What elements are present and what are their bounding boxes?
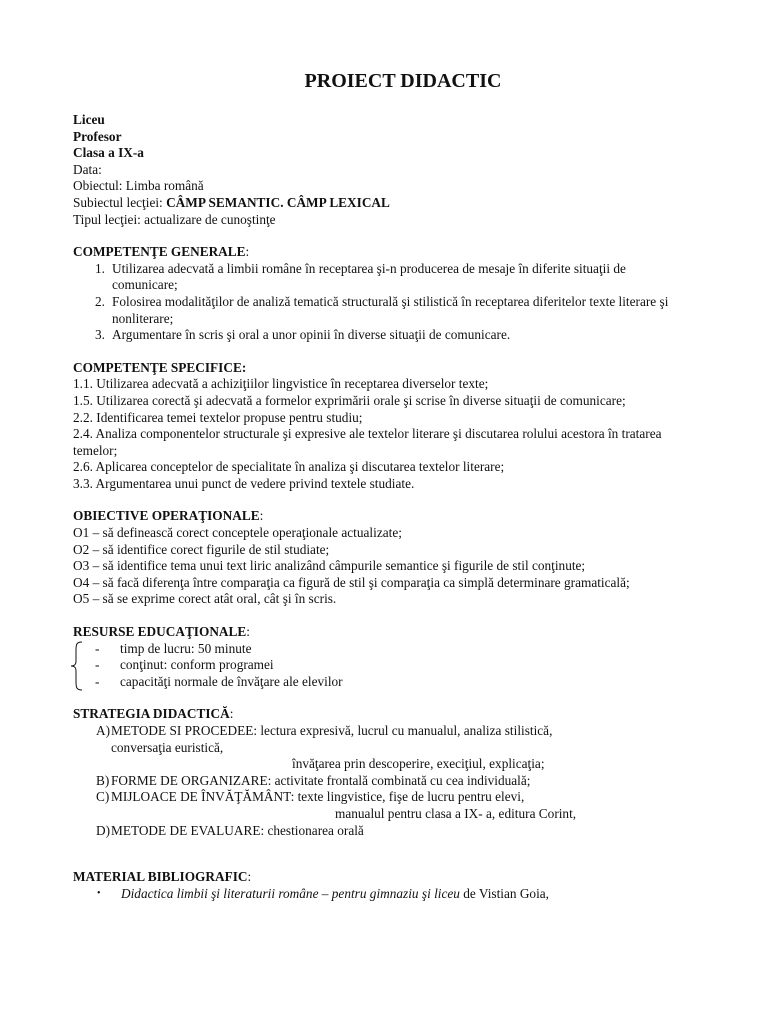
lesson-topic-value: CÂMP SEMANTIC. CÂMP LEXICAL	[166, 194, 390, 210]
strategy-list	[73, 723, 723, 839]
list-item: B) FORME DE ORGANIZARE: activitate frontală combinată cu cea individuală;	[96, 772, 531, 788]
list-item: D) METODE DE EVALUARE: chestionarea orală	[96, 822, 364, 838]
list-item: 2.2. Identificarea temei textelor propuse pentru studiu;	[73, 409, 363, 425]
lesson-header	[73, 112, 723, 228]
specific-competences-heading: COMPETENŢE SPECIFICE:	[73, 359, 247, 375]
resources-list	[73, 641, 723, 691]
document-title: PROIECT DIDACTIC	[304, 70, 502, 92]
list-item: 2. Folosirea modalităţilor de analiză tematică structurală şi stilistică în receptarea diferitelor texte literare şi nonliterare;	[95, 293, 669, 326]
general-competences-section	[73, 244, 723, 344]
list-item: 3. Argumentare în scris şi oral a unor opinii în diverse situaţii de comunicare.	[95, 327, 511, 343]
list-item: - timp de lucru: 50 minute	[95, 640, 252, 656]
document-content	[73, 68, 723, 902]
bibliography-heading: MATERIAL BIBLIOGRAFIC:	[73, 869, 252, 885]
list-item: 1. Utilizarea adecvată a limbii române în receptarea şi-n producerea de mesaje în diferite situaţii de comunicare;	[95, 260, 626, 293]
bullet-icon: •	[97, 887, 101, 899]
specific-competences-section	[73, 360, 723, 493]
general-competences-heading: COMPETENŢE GENERALE:	[73, 244, 250, 260]
resources-section	[73, 624, 723, 690]
list-item: 1.1. Utilizarea adecvată a achiziţiilor lingvistice în receptarea diverselor texte;	[73, 376, 489, 392]
list-item: • Didactica limbii şi literaturii române – pentru gimnaziu şi liceu de Vistian Goia,	[97, 885, 550, 901]
list-item: O4 – să facă diferenţa între comparaţia ca figură de stil şi comparaţia ca simplă determinare gramaticală;	[73, 574, 630, 590]
list-item: C) MIJLOACE DE ÎNVĂŢĂMÂNT: texte lingvistice, fişe de lucru pentru elevi, manualul pentru clasa a IX- a, editura Corint,	[96, 789, 577, 821]
list-item: - capacităţi normale de învăţare ale elevilor	[95, 673, 343, 689]
lesson-topic-label: Subiectul lecţiei:	[73, 194, 167, 210]
bibliography-section	[73, 869, 723, 902]
list-item: - conţinut: conform programei	[95, 657, 274, 673]
list-item: 3.3. Argumentarea unui punct de vedere privind textele studiate.	[73, 475, 415, 491]
lesson-topic-line	[73, 195, 723, 212]
objectives-section	[73, 508, 723, 608]
list-item: 2.4. Analiza componentelor structurale şi expresive ale textelor literare şi discutarea rolului acestora în tratarea temelor;	[73, 426, 662, 458]
lesson-type-line: Tipul lecţiei: actualizare de cunoştinţe	[73, 211, 276, 227]
subject-line: Obiectul: Limba română	[73, 178, 204, 194]
list-item: O1 – să definească corect conceptele operaţionale actualizate;	[73, 525, 402, 541]
bibliography-list	[73, 886, 723, 903]
list-item: 2.6. Aplicarea conceptelor de specialitate în analiza şi discutarea textelor literare;	[73, 459, 505, 475]
date-label: Data:	[73, 161, 102, 177]
resources-heading: RESURSE EDUCAŢIONALE:	[73, 624, 250, 640]
general-competences-list	[73, 261, 723, 344]
list-item: 1.5. Utilizarea corectă şi adecvată a formelor exprimării orale şi scrise în diverse situaţii de comunicare;	[73, 392, 626, 408]
class-label: Clasa a IX-a	[73, 145, 144, 161]
strategy-section	[73, 706, 723, 839]
strategy-heading: STRATEGIA DIDACTICĂ:	[73, 706, 234, 722]
list-item: O3 – să identifice tema unui text liric analizând câmpurile semantice şi figurile de stil conţinute;	[73, 558, 586, 574]
list-item: O5 – să se exprime corect atât oral, cât şi în scris.	[73, 591, 337, 607]
school-label: Liceu	[73, 112, 105, 127]
objectives-heading: OBIECTIVE OPERAŢIONALE:	[73, 508, 264, 524]
teacher-label: Profesor	[73, 128, 122, 144]
list-item: O2 – să identifice corect figurile de stil studiate;	[73, 541, 330, 557]
list-item: A) METODE SI PROCEDEE: lectura expresivă, lucrul cu manualul, analiza stilistică, conversaţia euristică, învăţarea prin descoperire, execiţiul, explicaţia;	[96, 723, 553, 772]
